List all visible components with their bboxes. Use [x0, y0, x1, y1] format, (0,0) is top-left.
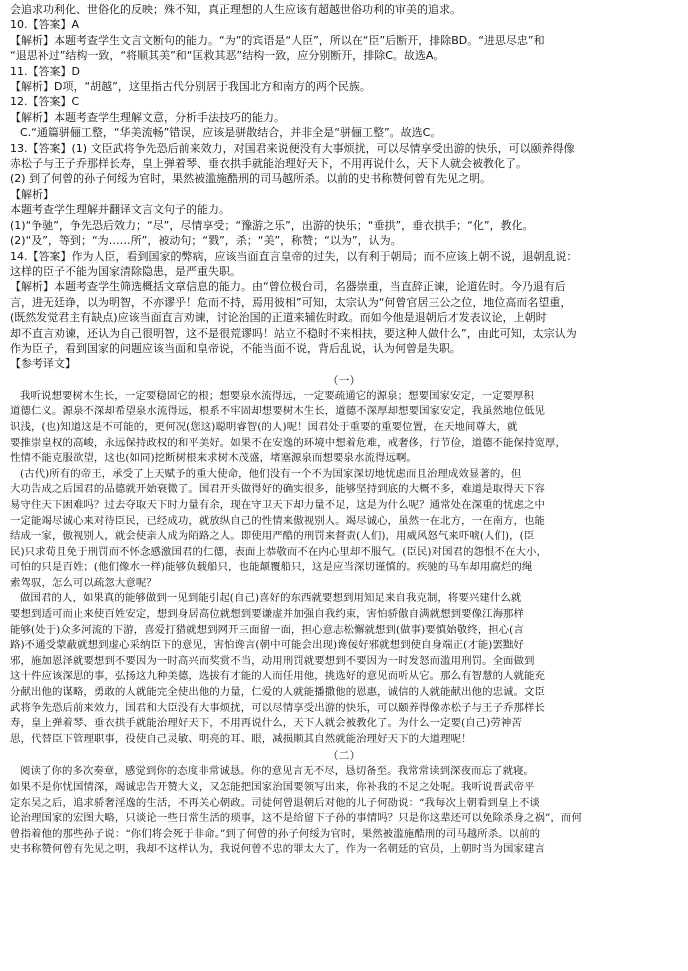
translation-line: 做国君的人，如果真的能够做到一见到能引起(自己)喜好的东西就要想到用知足来自我克制，将要兴建什么就 [20, 592, 522, 605]
translation-line: 寿，皇上弹着琴、垂衣拱手就能治理好天下，不用再说什么，天下人就会被教化了。为什么一定要(自己)劳神苦 [10, 717, 522, 730]
answer-heading: 14.【答案】作为人臣，看到国家的弊病，应该当面直言皇帝的过失，以有利于朝局；而不应该上朝不说，退朝乱说： [10, 249, 578, 263]
text-line: “退思补过”结构一致，“将顺其美”和“匡救其恶”结构一致，应分别断开，排除C。故选A。 [10, 49, 445, 63]
text-line: 【解析】本题考查学生理解文意，分析手法技巧的能力。 [10, 110, 285, 124]
analysis-heading: 【解析】 [10, 187, 54, 201]
translation-line: 邪，施加恩泽就要想到不要因为一时高兴而奖赏不当，动用刑罚就要想到不要因为一时发怒而滥用刑罚。全面做到 [10, 654, 535, 667]
translation-line: 大功告成之后国君的品德就开始衰微了。国君开头做得好的确实很多，能够坚持到底的大概不多，难道是取得天下容 [10, 483, 546, 496]
translation-line: 如果不是你忧国情深，竭诚忠告开赞大义，又怎能把国家治国要领写出来，你补我的不足之处呢。我听说晋武帝平 [10, 781, 535, 793]
text-line: (1)“争驰”，争先恐后效力；“尽”，尽情享受；“豫游之乐”，出游的快乐；“垂拱”，垂衣拱手；“化”，教化。 [10, 218, 534, 232]
translation-line: 路)不通受蒙蔽就想到虚心采纳臣下的意见，害怕谗言(朝中可能会出现)谗佞好邪就想到使自身端正(才能)罢黜好 [10, 639, 524, 652]
translation-line: 武将争先恐后前来效力，国君和大臣没有大事烦扰，可以尽情享受出游的快乐，可以颐养得像赤松子与王子乔那样长 [10, 701, 546, 714]
text-line: 作为臣子，看到国家的问题应该当面和皇帝说，不能当面不说，背后乱说，认为何曾是失职。 [10, 341, 461, 355]
translation-line: (古代)所有的帝王，承受了上天赋予的重大使命，他们没有一个不为国家深切地忧虑而且治理成效显著的，但 [20, 467, 522, 480]
translation-line: 索驾驭，怎么可以疏忽大意呢？ [10, 576, 157, 589]
translation-line: 这十件应该深思的事，弘扬这九种美德，选拔有才能的人而任用他，挑选好的意见而听从它。那么有智慧的人就能充 [10, 670, 546, 683]
translation-line: 结成一家，傲视别人，就会使亲人成为陌路之人。即使用严酷的刑罚来督责(人们)，用威风怒气来吓唬(人们)，(臣 [10, 530, 535, 543]
text-line: 会追求功利化、世俗化的反映；殊不知，真正理想的人生应该有超越世俗功利的审美的追求。 [10, 3, 461, 16]
text-line: 【解析】本题考查学生筛选概括文章信息的能力。由“曾位极台司，名器崇重，当直辞正谏，论道佐时。今乃退有后 [10, 280, 566, 294]
translation-line: 要推崇皇权的高峻，永远保持政权的和平美好。如果不在安逸的环境中想着危难，戒奢侈，行节俭，道德不能保持宽厚， [10, 436, 566, 449]
translation-line: 思，代替臣下管理职事，役使自己灵敏、明亮的耳、眼，减损顺其自然就能治理好天下的大道理呢！ [10, 732, 472, 745]
translation-line: 论治理国家的宏图大略，只谈论一些日常生活的琐事，这不是给留下子孙的事情吗？只是你这辈还可以免除杀身之祸”，而何 [10, 812, 582, 825]
text-line: (既然发觉君主有缺点)应该当面直言劝谏，讨论治国的正道来辅佐时政。而如今他是退朝后才发表议论，上朝时 [10, 311, 547, 325]
text-line: 赤松子与王子乔那样长寿，皇上弹着琴、垂衣拱手就能治理好天下，不用再说什么，天下人就会被教化了。 [10, 157, 527, 171]
translation-line: 道德仁义。源泉不深却希望泉水流得远，根系不牢固却想要树木生长，道德不深厚却想要国家安定，我虽然地位低见 [10, 405, 546, 418]
text-line: 【解析】本题考查学生文言文断句的能力。“为”的宾语是“人臣”，所以在“臣”后断开，排除BD。“进思尽忠”和 [10, 33, 545, 47]
translation-line: 阅读了你的多次奏章，感觉到你的态度非常诚恳。你的意见言无不尽，恳切备至。我常常读到深夜而忘了就寝。 [20, 765, 535, 778]
answer-section [10, 2, 678, 372]
answer-heading: 11.【答案】D [10, 64, 80, 78]
translation-part-one [10, 373, 678, 748]
answer-heading: 12.【答案】C [10, 95, 80, 109]
answer-heading: 13.【答案】(1) 文臣武将争先恐后前来效力，对国君来说便没有大事烦扰，可以尽情享受出游的快乐，可以颐养得像 [10, 141, 575, 155]
translation-line: 要想到适可而止来使百姓安定，想到身居高位就想到要谦虚并加强自我约束，害怕骄傲自满就想到要像江海那样 [10, 608, 525, 621]
translation-line: 民)只求荀且免于刑罚而不怀念感激国君的仁德，表面上恭敬而不在内心里却不服气。(臣民)对国君的怨恨不在大小， [10, 545, 547, 558]
translation-line: 性情不能克服欲望，这也(如同)挖断树根来求树木茂盛，堵塞源泉而想要泉水流得远啊。 [10, 452, 417, 465]
translation-line: 分献出他的谋略，勇敢的人就能完全使出他的力量，仁爱的人就能播撒他的恩惠，诚信的人就能献出他的忠诚。文臣 [10, 686, 546, 699]
text-line: C.“通篇骈俪工整，“华美流畅”错误，应该是骈散结合，并非全是“骈俪工整”。故选C。 [20, 126, 442, 140]
text-line: (2)“及”，等到；“为……所”，被动句；“戮”，杀；“美”，称赞；“以为”，认为。 [10, 234, 402, 248]
translation-line: 能够(处于)众多河流的下游，喜爱打猎就想到网开三面留一面，担心意志松懈就想到(做事)要慎始敬终，担心(言 [10, 623, 524, 636]
section-title: （二） [327, 749, 361, 763]
translation-part-two [10, 748, 678, 858]
answer-heading: 10.【答案】A [10, 18, 80, 32]
translation-line: 史书称赞何曾有先见之明，我却不这样认为，我说何曾不忠的罪太大了，作为一名朝廷的官员，上朝时当为国家建言 [10, 843, 546, 856]
translation-line: 曾指着他的那些孙子说：“你们将会死于非命。”到了何曾的孙子何绥为官时，果然被滥施酷刑的司马越所杀。以前的 [10, 827, 541, 840]
text-line: 本题考查学生理解并翻译文言文句子的能力。 [10, 203, 230, 217]
translation-line: 可怕的只是百姓；(他们像水一样)能够负载船只，也能颠覆船只，这是应当深切谨慎的。疾驰的马车却用腐烂的绳 [10, 561, 533, 574]
reference-translation-heading: 【参考译文】 [10, 357, 76, 371]
text-line: 却不直言劝谏，还认为自己很明智，这不是很荒谬吗！站立不稳时不来相扶，要这种人做什么”，由此可知，太宗认为 [10, 326, 577, 340]
translation-line: 定东吴之后，追求骄奢淫逸的生活，不再关心朝政。司徒何曾退朝后对他的儿子何劭说：“我每次上朝看到皇上不谈 [10, 796, 540, 809]
text-line: 这样的臣子不能为国家清除隐患，是严重失职。 [10, 264, 241, 278]
text-line: 言，进无廷诤，以为明智，不亦谬乎！危而不持，焉用彼相”可知，太宗认为“何曾官居三公之位，地位高而名望重， [10, 295, 572, 309]
translation-line: 我听说想要树木生长，一定要稳固它的根；想要泉水流得远，一定要疏通它的源泉；想要国家安定，一定要厚积 [20, 389, 535, 402]
section-title: （一） [327, 373, 361, 387]
translation-line: 易守住天下困难吗？过去夺取天下时力量有余，现在守卫天下却力量不足，这是为什么呢？通常处在深重的忧虑之中 [10, 498, 546, 511]
translation-line: 一定能竭尽诚心来对待臣民，已经成功，就放纵自己的性情来傲视别人。竭尽诚心，虽然一在北方，一在南方，也能 [10, 514, 546, 527]
translation-line: 识浅，(也)知道这是不可能的，更何况(您这)聪明睿智(的人)呢！国君处于重要的重要位置，在天地间尊大，就 [10, 420, 518, 433]
text-line: (2) 到了何曾的孙子何绥为官时，果然被滥施酷刑的司马越所杀。以前的史书称赞何曾有先见之明。 [10, 172, 492, 186]
text-line: 【解析】D项，“胡越”，这里指古代分别居于我国北方和南方的两个民族。 [10, 80, 371, 94]
